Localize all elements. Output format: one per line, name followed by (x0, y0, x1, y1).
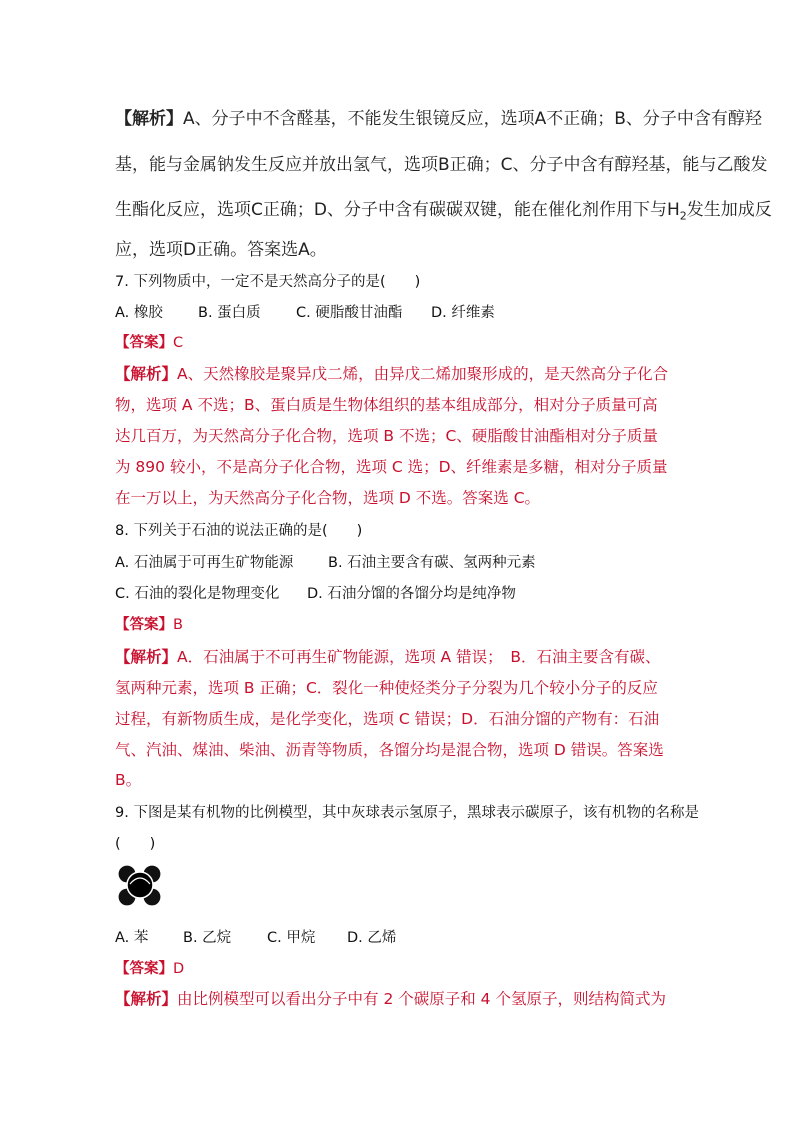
answer-value: C (173, 335, 184, 351)
q7-options (115, 301, 495, 322)
analysis-label: 【解析】 (115, 648, 178, 666)
q8-option-d: D. 石油分馏的各馏分均是纯净物 (307, 586, 516, 602)
analysis-label: 【解析】 (115, 109, 183, 129)
q7-option-b: B. 蛋白质 (198, 305, 261, 321)
answer-label: 【答案】 (115, 617, 173, 633)
q7-analysis-line-3: 达几百万，为天然高分子化合物，选项 B 不选；C、硬脂酸甘油酯相对分子质量 (115, 427, 658, 445)
q9-stem-line-1: 9. 下图是某有机物的比例模型，其中灰球表示氢原子，黑球表示碳原子，该有机物的名称是 (115, 805, 699, 821)
q7-stem: 7. 下列物质中，一定不是天然高分子的是( ) (115, 274, 421, 290)
q9-option-d: D. 乙烯 (347, 930, 397, 946)
ethylene-ball-model-image (116, 862, 164, 908)
answer-value: B (173, 617, 183, 633)
q6-analysis-line-2: 基，能与金属钠发生反应并放出氢气，选项B正确；C、分子中含有醇羟基，能与乙酸发 (115, 155, 768, 175)
q9-analysis-line-1: 【解析】由比例模型可以看出分子中有 2 个碳原子和 4 个氢原子，则结构简式为 (115, 990, 666, 1008)
analysis-label: 【解析】 (115, 990, 178, 1008)
q9-answer (115, 957, 184, 978)
q8-options-row-1 (115, 551, 536, 572)
q8-analysis-line-5: B。 (115, 771, 142, 789)
q9-option-c: C. 甲烷 (267, 930, 316, 946)
q8-option-a: A. 石油属于可再生矿物能源 (115, 555, 294, 571)
answer-label: 【答案】 (115, 961, 173, 977)
q7-answer (115, 331, 183, 352)
analysis-label: 【解析】 (115, 365, 178, 383)
q8-answer (115, 613, 183, 634)
q8-analysis-line-2: 氢两种元素，选项 B 正确；C．裂化一种使烃类分子分裂为几个较小分子的反应 (115, 679, 658, 697)
q7-analysis-line-4: 为 890 较小，不是高分子化合物，选项 C 选；D、纤维素是多糖，相对分子质量 (115, 458, 668, 476)
q8-analysis-line-1: 【解析】A．石油属于不可再生矿物能源，选项 A 错误； B．石油主要含有碳、 (115, 648, 661, 666)
q8-option-c: C. 石油的裂化是物理变化 (115, 586, 280, 602)
q6-analysis-line-1: 【解析】A、分子中不含醛基，不能发生银镜反应，选项A不正确；B、分子中含有醇羟 (115, 109, 762, 129)
q7-analysis-line-1: 【解析】A、天然橡胶是聚异戊二烯，由异戊二烯加聚形成的，是天然高分子化合 (115, 365, 669, 383)
q8-option-b: B. 石油主要含有碳、氢两种元素 (328, 555, 536, 571)
q7-analysis-line-2: 物，选项 A 不选；B、蛋白质是生物体组织的基本组成部分，相对分子质量可高 (115, 396, 658, 414)
q9-option-a: A. 苯 (115, 930, 149, 946)
q7-option-d: D. 纤维素 (431, 305, 495, 321)
q6-analysis-line-4: 应，选项D正确。答案选A。 (115, 240, 327, 260)
q7-option-a: A. 橡胶 (115, 305, 163, 321)
q8-analysis-line-4: 气、汽油、煤油、柴油、沥青等物质，各馏分均是混合物，选项 D 错误。答案选 (115, 741, 664, 759)
q9-option-b: B. 乙烷 (183, 930, 232, 946)
q6-analysis-line-3: 生酯化反应，选项C正确；D、分子中含有碳碳双键，能在催化剂作用下与$H_2$发生加成反 (115, 200, 772, 223)
q7-option-c: C. 硬脂酸甘油酯 (296, 305, 403, 321)
q7-analysis-line-5: 在一万以上，为天然高分子化合物，选项 D 不选。答案选 C。 (115, 489, 541, 507)
q8-analysis-line-3: 过程，有新物质生成，是化学变化，选项 C 错误；D．石油分馏的产物有：石油 (115, 710, 660, 728)
q8-options-row-2 (115, 582, 516, 603)
q8-stem: 8. 下列关于石油的说法正确的是( ) (115, 523, 363, 539)
q9-stem-line-2: ( ) (115, 836, 156, 852)
answer-value: D (173, 961, 185, 977)
answer-label: 【答案】 (115, 335, 173, 351)
q9-options (115, 926, 396, 947)
